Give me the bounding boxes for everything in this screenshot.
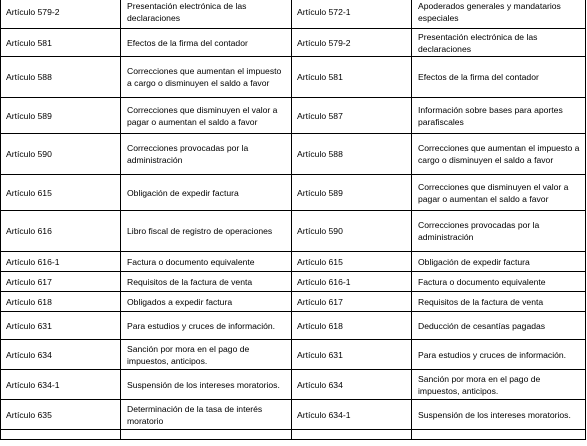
article-number-cell: Artículo 590 <box>292 211 412 252</box>
article-number-cell: Artículo 615 <box>292 252 412 272</box>
article-description-cell: Factura o documento equivalente <box>412 272 586 292</box>
article-number-cell <box>292 430 412 440</box>
article-description-cell: Correcciones provocadas por la administración <box>412 211 586 252</box>
article-number-cell: Artículo 579-2 <box>1 0 121 29</box>
article-number-cell: Artículo 617 <box>292 292 412 312</box>
article-description-cell: Suspensión de los intereses moratorios. <box>412 400 586 430</box>
article-number-cell: Artículo 615 <box>1 175 121 211</box>
article-description-cell: Apoderados generales y mandatarios especiales <box>412 0 586 29</box>
article-description-cell: Correcciones que disminuyen el valor a pagar o aumentan el saldo a favor <box>412 175 586 211</box>
article-description-cell: Suspensión de los intereses moratorios. <box>121 370 292 400</box>
article-description-cell: Requisitos de la factura de venta <box>121 272 292 292</box>
article-number-cell: Artículo 631 <box>292 340 412 370</box>
article-number-cell: Artículo 634 <box>292 370 412 400</box>
article-description-cell <box>412 430 586 440</box>
article-description-cell: Presentación electrónica de las declaraciones <box>412 29 586 57</box>
article-description-cell: Correcciones provocadas por la administración <box>121 134 292 175</box>
article-description-cell: Correcciones que aumentan el impuesto a cargo o disminuyen el saldo a favor <box>412 134 586 175</box>
article-description-cell: Sanción por mora en el pago de impuestos, anticipos. <box>121 340 292 370</box>
article-description-cell: Deducción de cesantías pagadas <box>412 312 586 340</box>
article-number-cell: Artículo 635 <box>1 400 121 430</box>
article-description-cell: Sanción por mora en el pago de impuestos, anticipos. <box>412 370 586 400</box>
table-row <box>1 340 586 370</box>
table-row <box>1 272 586 292</box>
article-number-cell: Artículo 634-1 <box>1 370 121 400</box>
table-row <box>1 57 586 98</box>
article-number-cell: Artículo 588 <box>292 134 412 175</box>
table-row <box>1 134 586 175</box>
article-number-cell: Artículo 616 <box>1 211 121 252</box>
table-row <box>1 292 586 312</box>
article-number-cell: Artículo 631 <box>1 312 121 340</box>
article-number-cell: Artículo 579-2 <box>292 29 412 57</box>
table-row <box>1 0 586 29</box>
article-description-cell <box>121 430 292 440</box>
article-number-cell: Artículo 618 <box>1 292 121 312</box>
article-description-cell: Obligación de expedir factura <box>412 252 586 272</box>
table-row <box>1 400 586 430</box>
table-row <box>1 175 586 211</box>
article-description-cell: Para estudios y cruces de información. <box>412 340 586 370</box>
article-number-cell: Artículo 618 <box>292 312 412 340</box>
article-number-cell <box>1 430 121 440</box>
article-description-cell: Determinación de la tasa de interés moratorio <box>121 400 292 430</box>
table-row <box>1 98 586 134</box>
article-number-cell: Artículo 588 <box>1 57 121 98</box>
article-number-cell: Artículo 590 <box>1 134 121 175</box>
article-description-cell: Libro fiscal de registro de operaciones <box>121 211 292 252</box>
article-number-cell: Artículo 634-1 <box>292 400 412 430</box>
table-row <box>1 29 586 57</box>
article-description-cell: Efectos de la firma del contador <box>412 57 586 98</box>
article-description-cell: Información sobre bases para aportes parafiscales <box>412 98 586 134</box>
article-number-cell: Artículo 589 <box>292 175 412 211</box>
table-row <box>1 370 586 400</box>
article-description-cell: Requisitos de la factura de venta <box>412 292 586 312</box>
table-row <box>1 312 586 340</box>
article-number-cell: Artículo 589 <box>1 98 121 134</box>
table-row <box>1 211 586 252</box>
article-description-cell: Correcciones que disminuyen el valor a pagar o aumentan el saldo a favor <box>121 98 292 134</box>
article-description-cell: Obligados a expedir factura <box>121 292 292 312</box>
article-number-cell: Artículo 581 <box>1 29 121 57</box>
article-number-cell: Artículo 572-1 <box>292 0 412 29</box>
article-number-cell: Artículo 581 <box>292 57 412 98</box>
article-description-cell: Para estudios y cruces de información. <box>121 312 292 340</box>
article-description-cell: Presentación electrónica de las declaraciones <box>121 0 292 29</box>
article-description-cell: Factura o documento equivalente <box>121 252 292 272</box>
article-number-cell: Artículo 616-1 <box>292 272 412 292</box>
table-row <box>1 430 586 440</box>
article-number-cell: Artículo 634 <box>1 340 121 370</box>
article-description-cell: Correcciones que aumentan el impuesto a cargo o disminuyen el saldo a favor <box>121 57 292 98</box>
article-description-cell: Obligación de expedir factura <box>121 175 292 211</box>
article-number-cell: Artículo 587 <box>292 98 412 134</box>
article-number-cell: Artículo 616-1 <box>1 252 121 272</box>
table-row <box>1 252 586 272</box>
article-description-cell: Efectos de la firma del contador <box>121 29 292 57</box>
article-number-cell: Artículo 617 <box>1 272 121 292</box>
